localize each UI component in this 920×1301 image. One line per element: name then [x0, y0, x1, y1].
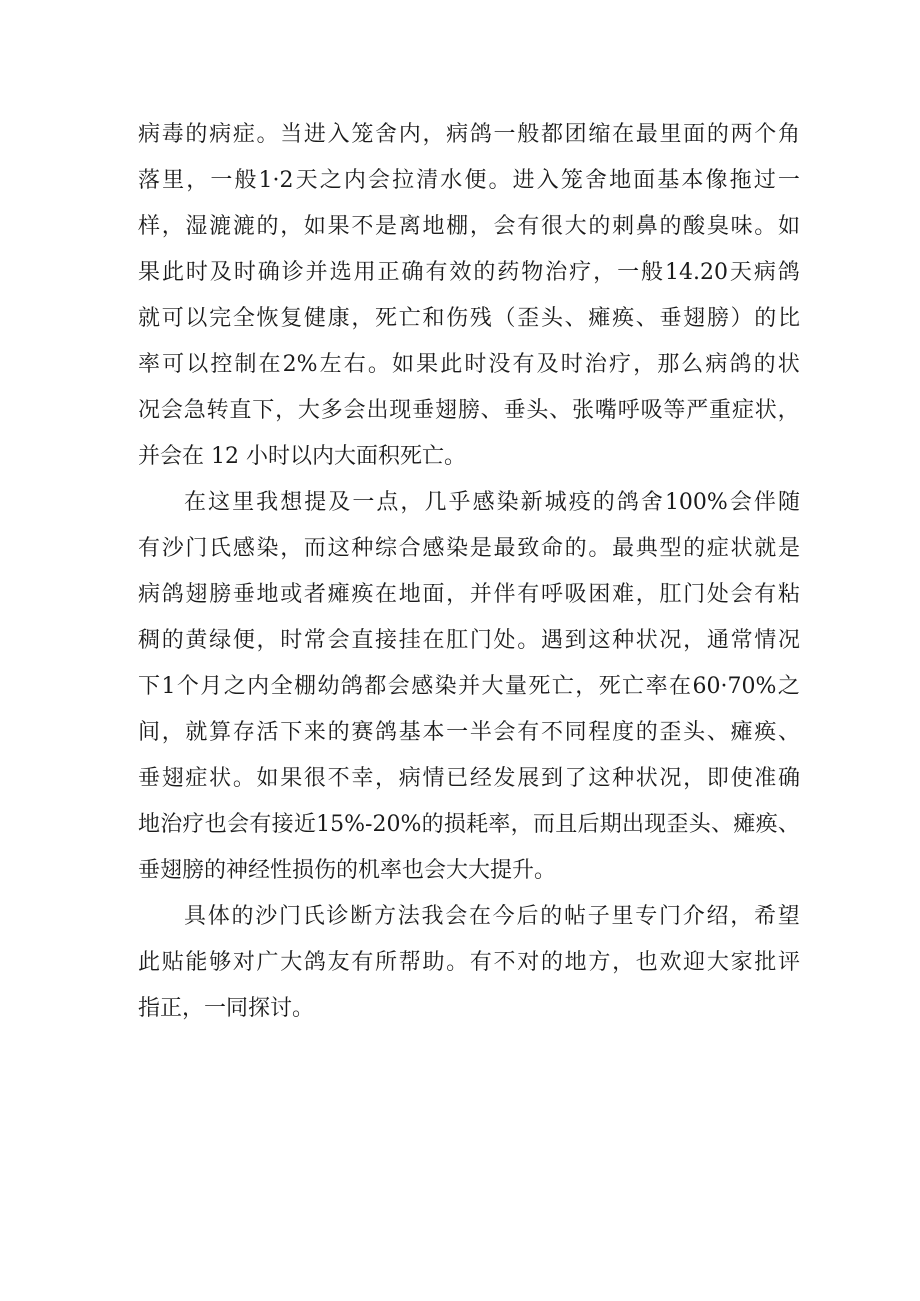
text-line: 样 ， 湿 漉 漉 的 ， 如 果 不 是 离 地 棚 ， 会 有 很 大 的 刺 鼻 的 酸 臭 味 。 如: [138, 214, 800, 239]
text-line: 间 ， 就 算 存 活 下 来 的 赛 鸽 基 本 一 半 会 有 不 同 程 度 的 歪 头 、 瘫 痪 、: [138, 720, 800, 745]
text-line: 果 此 时 及 时 确 诊 并 选 用 正 确 有 效 的 药 物 治 疗 ， 一 般 14.20 天 病 鸽: [138, 260, 800, 285]
text-line: 垂 翅 症 状 。 如 果 很 不 幸 ， 病 情 已 经 发 展 到 了 这 种 状 况 ， 即 使 准 确: [138, 766, 800, 791]
text-line: 有 沙 门 氏 感 染 ， 而 这 种 综 合 感 染 是 最 致 命 的 。 最 典 型 的 症 状 就 是: [138, 536, 800, 561]
text-line: 病 毒 的 病 症 。 当 进 入 笼 舍 内 ， 病 鸽 一 般 都 团 缩 在 最 里 面 的 两 个 角: [138, 122, 800, 147]
text-line: [138, 986, 800, 1032]
text-line: 具 体 的 沙 门 氏 诊 断 方 法 我 会 在 今 后 的 帖 子 里 专 门 介 绍 ， 希 望: [184, 904, 800, 929]
text-line-content: 指正，一同探讨。: [138, 996, 315, 1021]
text-line: 况 会 急 转 直 下 ， 大 多 会 出 现 垂 翅 膀 、 垂 头 、 张 嘴 呼 吸 等 严 重 症 状 ，: [138, 398, 800, 423]
text-line: 在 这 里 我 想 提 及 一 点 ， 几 乎 感 染 新 城 疫 的 鸽 舍 100% 会 伴 随: [184, 490, 800, 515]
text-line: 就 可 以 完 全 恢 复 健 康 ， 死 亡 和 伤 残 （ 歪 头 、 瘫 痪 、 垂 翅 膀 ） 的 比: [138, 306, 800, 331]
text-line: 此 贴 能 够 对 广 大 鸽 友 有 所 帮 助 。 有 不 对 的 地 方 ， 也 欢 迎 大 家 批 评: [138, 950, 800, 975]
text-line-content: 并会在 12 小时以内大面积死亡。: [138, 444, 466, 469]
text-line: 率 可 以 控 制 在 2% 左 右 。 如 果 此 时 没 有 及 时 治 疗 ， 那 么 病 鸽 的 状: [138, 352, 800, 377]
text-line: [138, 434, 800, 480]
text-line: 稠 的 黄 绿 便 ， 时 常 会 直 接 挂 在 肛 门 处 。 遇 到 这 种 状 况 ， 通 常 情 况: [138, 628, 800, 653]
text-line-content: 垂翅膀的神经性损伤的机率也会大大提升。: [138, 858, 557, 883]
document-body: [138, 112, 800, 1032]
text-line: 下 1 个 月 之 内 全 棚 幼 鸽 都 会 感 染 并 大 量 死 亡 ， 死 亡 率 在 60·70% 之: [138, 674, 800, 699]
text-line: 地 治 疗 也 会 有 接 近 15%-20% 的 损 耗 率 ， 而 且 后 期 出 现 歪 头 、 瘫 痪 、: [138, 812, 800, 837]
text-line: 落 里 ， 一 般 1·2 天 之 内 会 拉 清 水 便 。 进 入 笼 舍 地 面 基 本 像 拖 过 一: [138, 168, 800, 193]
text-line: 病 鸽 翅 膀 垂 地 或 者 瘫 痪 在 地 面 ， 并 伴 有 呼 吸 困 难 ， 肛 门 处 会 有 粘: [138, 582, 800, 607]
text-line: [138, 848, 800, 894]
